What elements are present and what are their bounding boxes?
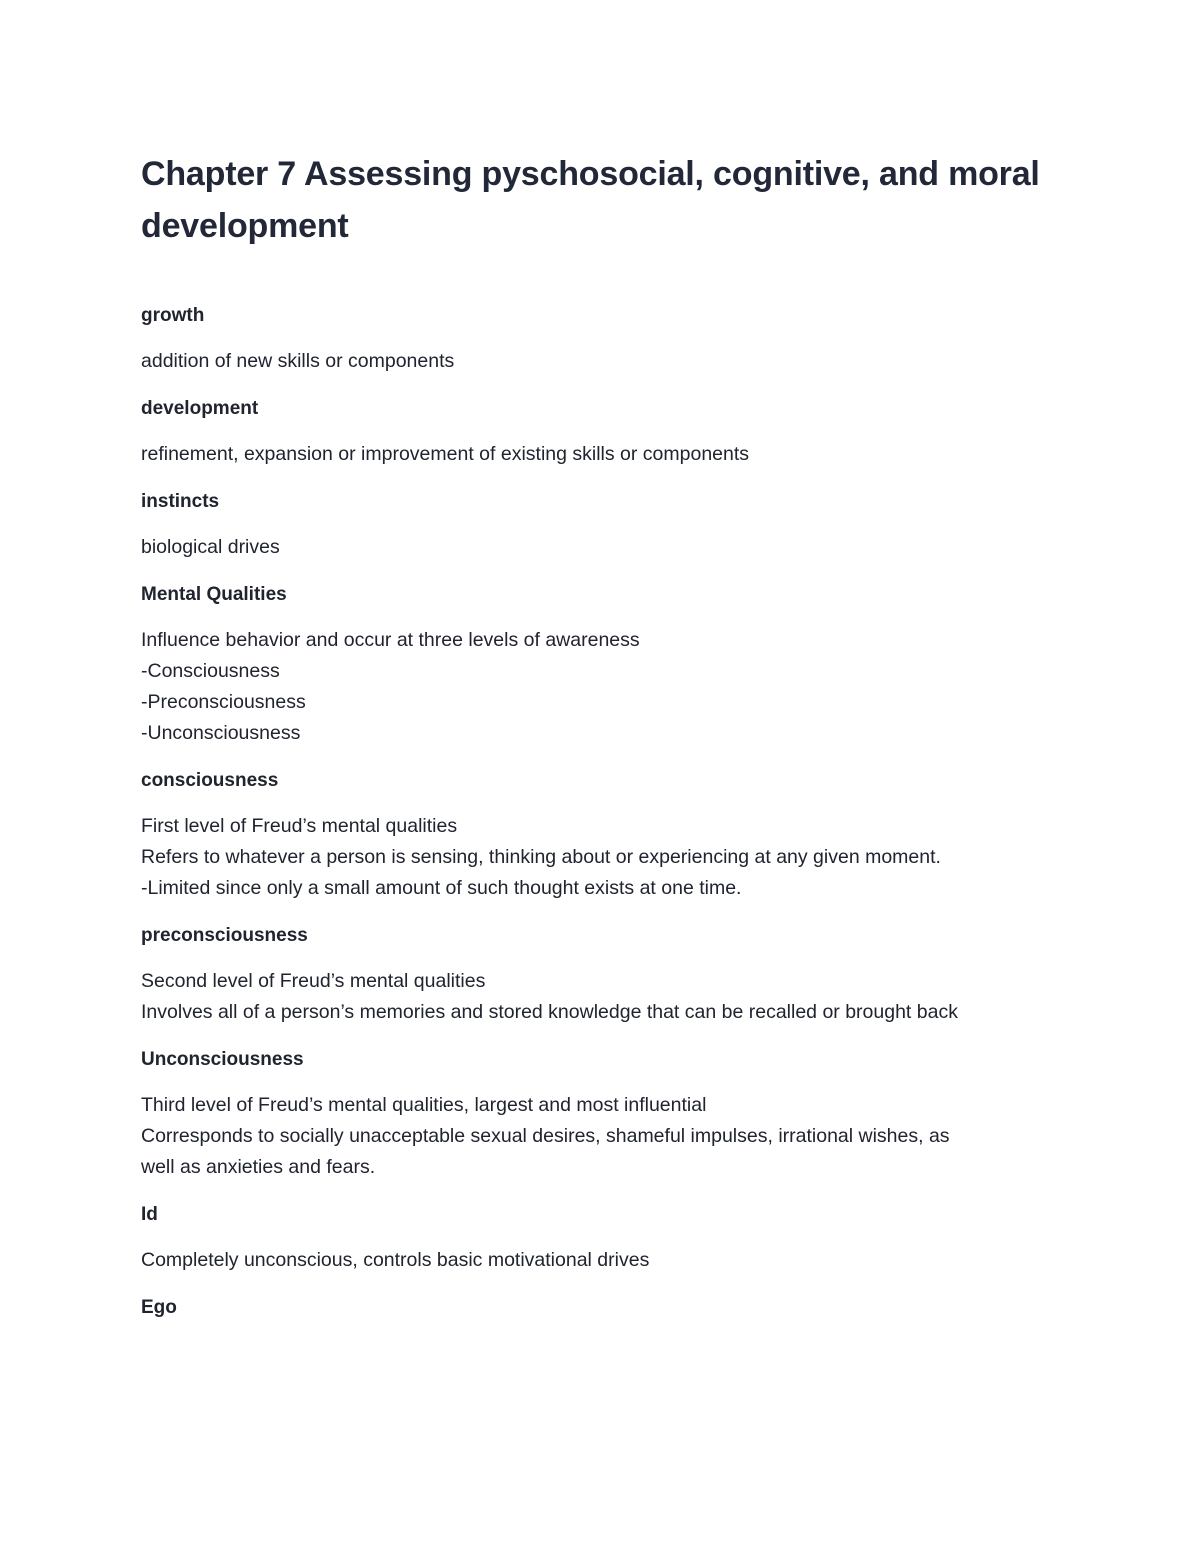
entry-consciousness — [141, 765, 1061, 904]
definition — [141, 346, 1061, 377]
definition-line: -Limited since only a small amount of such thought exists at one time. — [141, 877, 742, 899]
entry-unconsciousness — [141, 1044, 1061, 1183]
entry-id — [141, 1199, 1061, 1276]
definition-line: First level of Freud’s mental qualities — [141, 815, 458, 837]
definition-line: Third level of Freud’s mental qualities, largest and most influential — [141, 1094, 707, 1116]
definition-line: Completely unconscious, controls basic motivational drives — [141, 1249, 650, 1271]
term: consciousness — [141, 770, 279, 791]
definition-line: Refers to whatever a person is sensing, thinking about or experiencing at any given moment. — [141, 846, 941, 868]
entry-preconsciousness — [141, 920, 1061, 1028]
definition-line: well as anxieties and fears. — [141, 1156, 376, 1178]
definition-line: Involves all of a person’s memories and stored knowledge that can be recalled or brought back — [141, 1001, 958, 1023]
document-page — [141, 148, 1061, 1338]
definition-line: Second level of Freud’s mental qualities — [141, 970, 486, 992]
definition — [141, 625, 1061, 749]
definition — [141, 811, 1061, 904]
term: growth — [141, 305, 205, 326]
entry-growth — [141, 300, 1061, 377]
definition-line: biological drives — [141, 536, 280, 558]
definition-line: -Unconsciousness — [141, 722, 301, 744]
definition — [141, 1245, 1061, 1276]
entry-mental-qualities — [141, 579, 1061, 749]
term: Id — [141, 1204, 158, 1225]
entry-instincts — [141, 486, 1061, 563]
definition-line: Influence behavior and occur at three levels of awareness — [141, 629, 640, 651]
page-title: Chapter 7 Assessing pyschosocial, cognitive, and moral development — [141, 155, 1040, 245]
term: Mental Qualities — [141, 584, 287, 605]
term: preconsciousness — [141, 925, 308, 946]
definition — [141, 1090, 1061, 1183]
definition — [141, 439, 1061, 470]
definition-line: refinement, expansion or improvement of existing skills or components — [141, 443, 750, 465]
definition-line: addition of new skills or components — [141, 350, 455, 372]
definition-line: -Preconsciousness — [141, 691, 306, 713]
definition-line: -Consciousness — [141, 660, 280, 682]
definition — [141, 532, 1061, 563]
term: development — [141, 398, 259, 419]
entry-ego — [141, 1292, 1061, 1323]
definition — [141, 966, 1061, 1028]
definition-line: Corresponds to socially unacceptable sexual desires, shameful impulses, irrational wishes, as — [141, 1125, 950, 1147]
term: Ego — [141, 1297, 177, 1318]
entry-development — [141, 393, 1061, 470]
term: instincts — [141, 491, 220, 512]
term: Unconsciousness — [141, 1049, 304, 1070]
